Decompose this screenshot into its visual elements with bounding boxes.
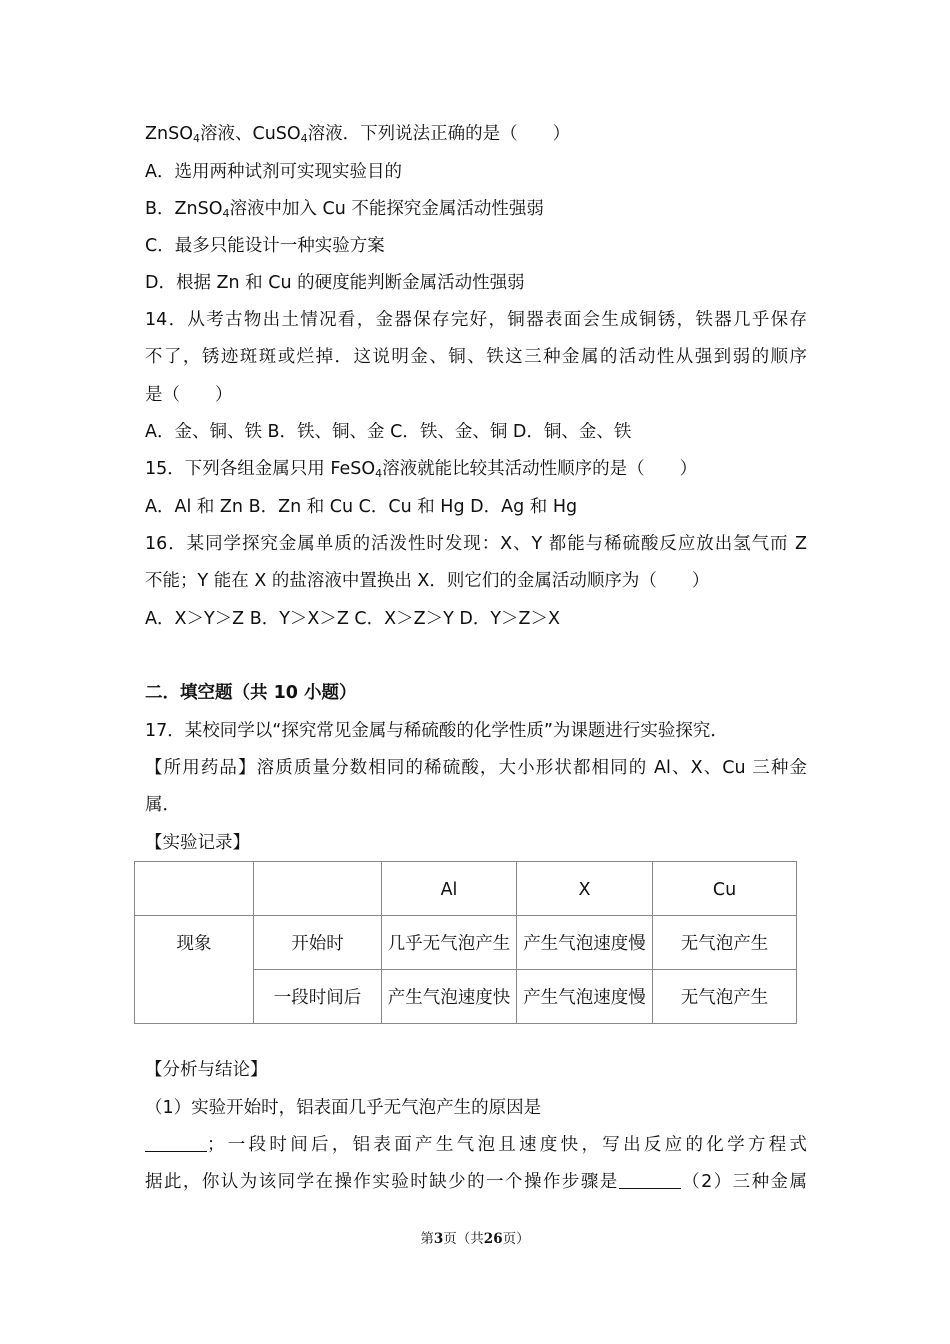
- q14-line-3: 是（ ）: [145, 385, 233, 405]
- q17-reagents-line: 【所用药品】溶质质量分数相同的稀硫酸，大小形状都相同的 Al、X、Cu 三种金: [145, 758, 807, 778]
- analysis-q1: （1）实验开始时，铝表面几乎无气泡产生的原因是: [145, 1098, 542, 1118]
- table-cell: 无气泡产生: [653, 916, 797, 970]
- table-cell: 产生气泡速度慢: [517, 916, 653, 970]
- table-cell: 无气泡产生: [653, 970, 797, 1024]
- q15-stem: 15．下列各组金属只用 FeSO$_4$溶液就能比较其活动性顺序的是（ ）: [145, 459, 698, 480]
- q14-line-2: 不了，锈迹斑斑或烂掉．这说明金、铜、铁这三种金属的活动性从强到弱的顺序: [145, 347, 807, 367]
- record-label: 【实验记录】: [145, 833, 250, 853]
- table-header-row: [135, 862, 797, 916]
- q13-option-a: A．选用两种试剂可实现实验目的: [145, 162, 402, 182]
- page-number: 3: [433, 1231, 444, 1247]
- q14-line-1: 14．从考古物出土情况看，金器保存完好，铜器表面会生成铜锈，铁器几乎保存: [145, 310, 807, 330]
- analysis-line-2: ；一段时间后，铝表面产生气泡且速度快，写出反应的化学方程式: [145, 1133, 807, 1157]
- reagents-label: 【所用药品】: [145, 758, 257, 778]
- section-title: 二．填空题（共 10 小题）: [145, 683, 357, 703]
- q13-option-b: B．ZnSO$_4$溶液中加入 Cu 不能探究金属活动性强弱: [145, 199, 544, 220]
- page-footer: 第3页（共26页）: [420, 1231, 530, 1247]
- q13-option-c: C．最多只能设计一种实验方案: [145, 236, 385, 256]
- q16-line-2: 不能；Y 能在 X 的盐溶液中置换出 X．则它们的金属活动顺序为（ ）: [145, 571, 710, 591]
- q13-option-d: D．根据 Zn 和 Cu 的硬度能判断金属活动性强弱: [145, 273, 525, 293]
- q17-stem: 17．某校同学以“探究常见金属与稀硫酸的化学性质”为课题进行实验探究．: [145, 721, 728, 741]
- analysis-line-3: 据此，你认为该同学在操作实验时缺少的一个操作步骤是 （2）三种金属: [145, 1172, 807, 1192]
- table-row: [135, 916, 797, 970]
- table-header-cell: X: [517, 862, 653, 916]
- analysis-label: 【分析与结论】: [145, 1060, 268, 1080]
- q15-options: A．Al 和 Zn B．Zn 和 Cu C．Cu 和 Hg D．Ag 和 Hg: [145, 497, 578, 517]
- q16-line-1: 16．某同学探究金属单质的活泼性时发现：X、Y 都能与稀硫酸反应放出氢气而 Z: [145, 534, 807, 554]
- page-total: 26: [483, 1231, 503, 1247]
- table-header-cell: [254, 862, 382, 916]
- q13-stem-line: ZnSO$_4$溶液、CuSO$_4$溶液．下列说法正确的是（ ）: [145, 124, 571, 145]
- table-cell: 产生气泡速度快: [382, 970, 517, 1024]
- table-cell: 产生气泡速度慢: [517, 970, 653, 1024]
- table-header-cell: [135, 862, 254, 916]
- row-label-cell: 现象: [135, 916, 254, 1024]
- experiment-record-table: [134, 861, 797, 1024]
- table-cell: 开始时: [254, 916, 382, 970]
- table-cell: 几乎无气泡产生: [382, 916, 517, 970]
- table-cell: 一段时间后: [254, 970, 382, 1024]
- answer-blank[interactable]: [619, 1170, 681, 1189]
- q16-options: A．X＞Y＞Z B．Y＞X＞Z C．X＞Z＞Y D．Y＞Z＞X: [145, 609, 561, 629]
- q17-reagents-tail: 属．: [145, 795, 180, 815]
- table-header-cell: Al: [382, 862, 517, 916]
- answer-blank[interactable]: [145, 1133, 207, 1152]
- q14-options: A．金、铜、铁 B．铁、铜、金 C．铁、金、铜 D．铜、金、铁: [145, 422, 632, 442]
- table-header-cell: Cu: [653, 862, 797, 916]
